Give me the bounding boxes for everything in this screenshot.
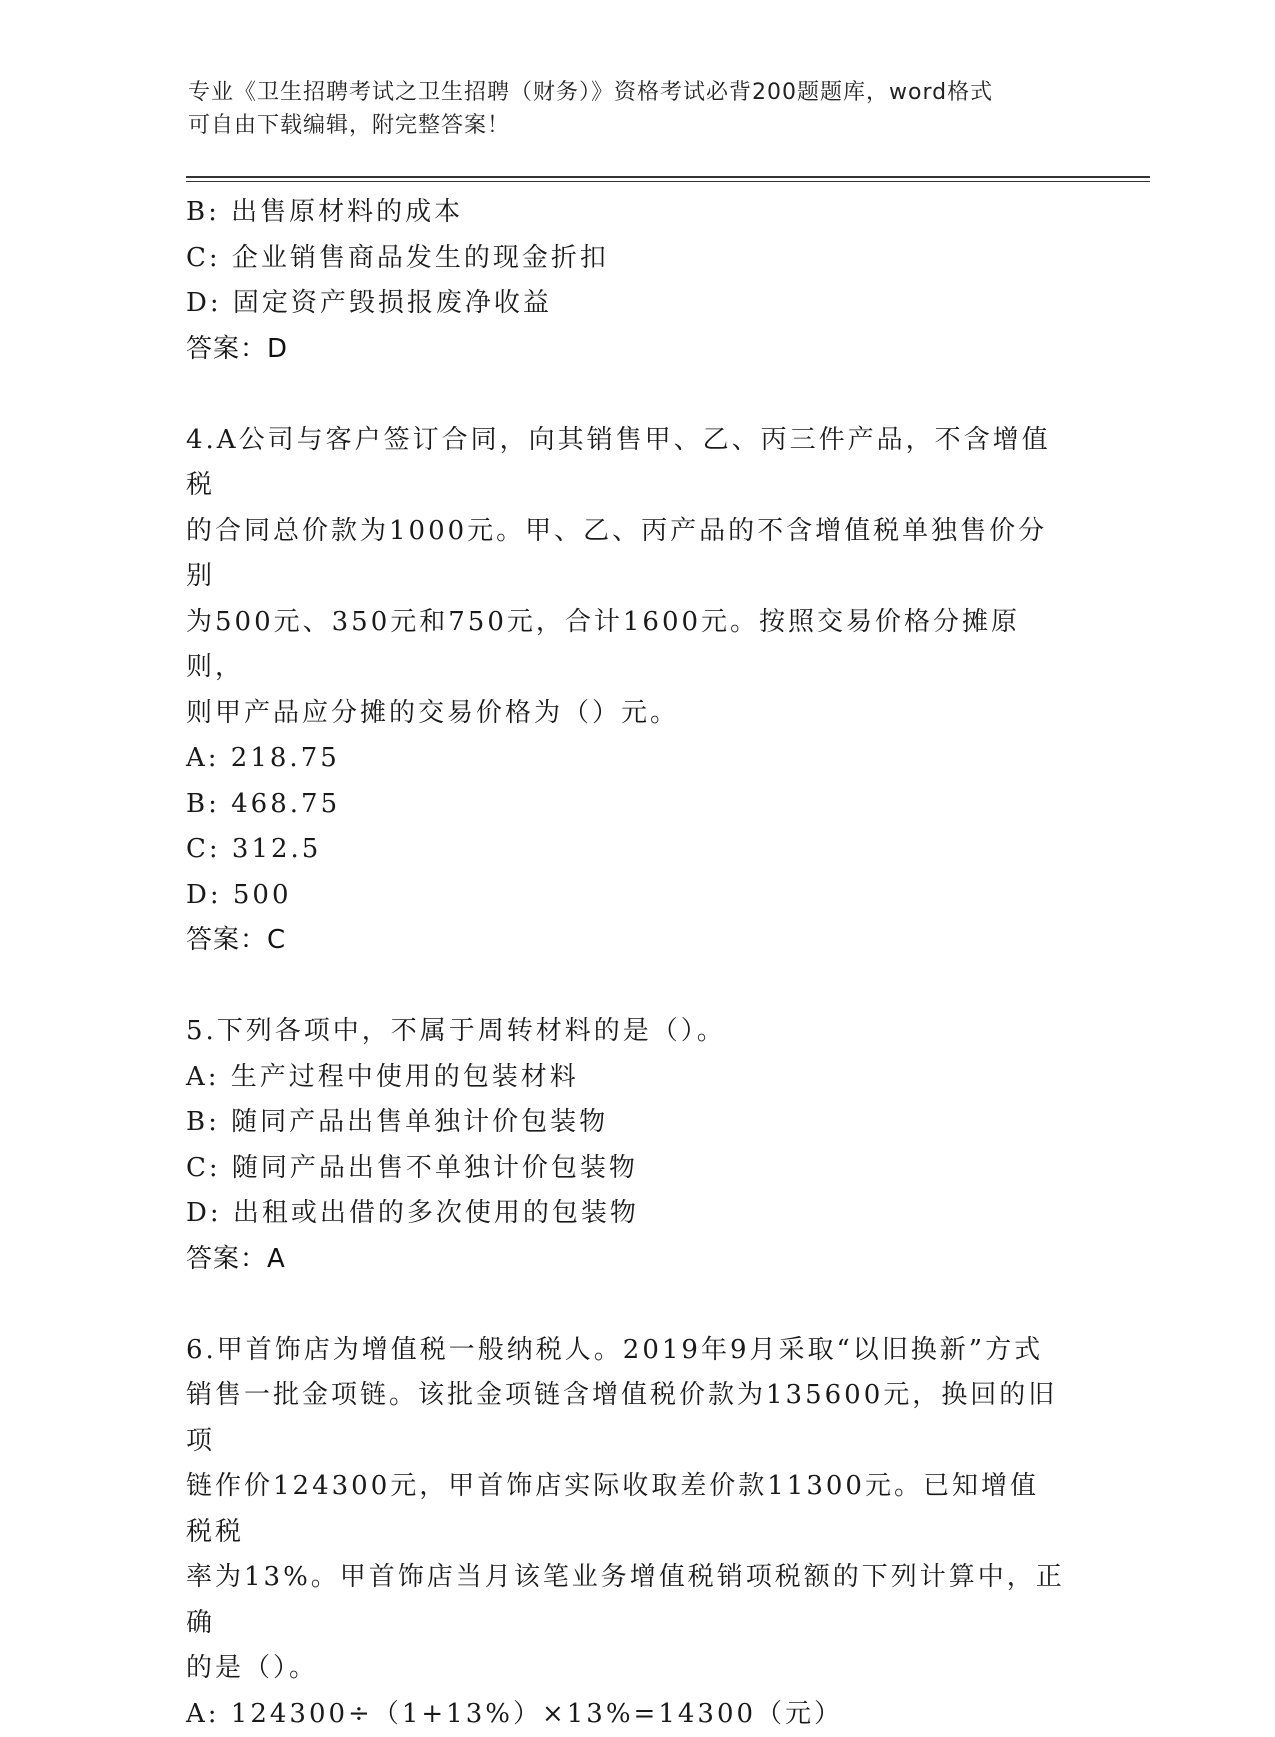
spacer [186,372,1086,418]
question-text-line: 销售一批金项链。该批金项链含增值税价款为135600元，换回的旧项 [186,1373,1066,1464]
option-b: B: 随同产品出售单独计价包装物 [186,1100,1086,1146]
option-c: C: 企业销售商品发生的现金折扣 [186,236,1086,282]
question-text-line: 为500元、350元和750元，合计1600元。按照交易价格分摊原则， [186,600,1066,691]
spacer [186,964,1086,1010]
option-b: B: 出售原材料的成本 [186,190,1086,236]
question-content [186,190,1086,1737]
spacer [186,1282,1086,1328]
question-text-line: 4.A公司与客户签订合同，向其销售甲、乙、丙三件产品，不含增值税 [186,418,1066,509]
question-3-tail [186,190,1086,372]
question-text-line: 率为13%。甲首饰店当月该笔业务增值税销项税额的下列计算中，正确 [186,1555,1066,1646]
question-text-line: 的是（）。 [186,1646,1066,1692]
question-6 [186,1328,1086,1737]
question-text-line: 5.下列各项中，不属于周转材料的是（）。 [186,1009,1066,1055]
page-header [188,76,1088,142]
question-text-line: 6.甲首饰店为增值税一般纳税人。2019年9月采取“以旧换新”方式 [186,1328,1066,1374]
header-line-2: 可自由下载编辑，附完整答案！ [188,109,1088,142]
answer-text: 答案：A [186,1237,1086,1283]
question-text-line: 链作价124300元，甲首饰店实际收取差价款11300元。已知增值税税 [186,1464,1066,1555]
header-rule-thick [186,176,1150,178]
answer-text: 答案：D [186,327,1086,373]
answer-text: 答案：C [186,918,1086,964]
header-line-1: 专业《卫生招聘考试之卫生招聘（财务）》资格考试必背200题题库，word格式 [188,76,1088,109]
option-c: C: 随同产品出售不单独计价包装物 [186,1146,1086,1192]
question-text-line: 的合同总价款为1000元。甲、乙、丙产品的不含增值税单独售价分别 [186,509,1066,600]
option-d: D: 固定资产毁损报废净收益 [186,281,1086,327]
question-4 [186,418,1086,964]
option-b: B: 468.75 [186,782,1086,828]
option-d: D: 出租或出借的多次使用的包装物 [186,1191,1086,1237]
header-rule-thin [186,181,1150,182]
option-c: C: 312.5 [186,827,1086,873]
question-5 [186,1009,1086,1282]
option-a: A: 生产过程中使用的包装材料 [186,1055,1086,1101]
question-text-line: 则甲产品应分摊的交易价格为（）元。 [186,691,1066,737]
option-a: A: 218.75 [186,736,1086,782]
option-d: D: 500 [186,873,1086,919]
option-a: A: 124300÷（1+13%）×13%=14300（元） [186,1692,1086,1737]
